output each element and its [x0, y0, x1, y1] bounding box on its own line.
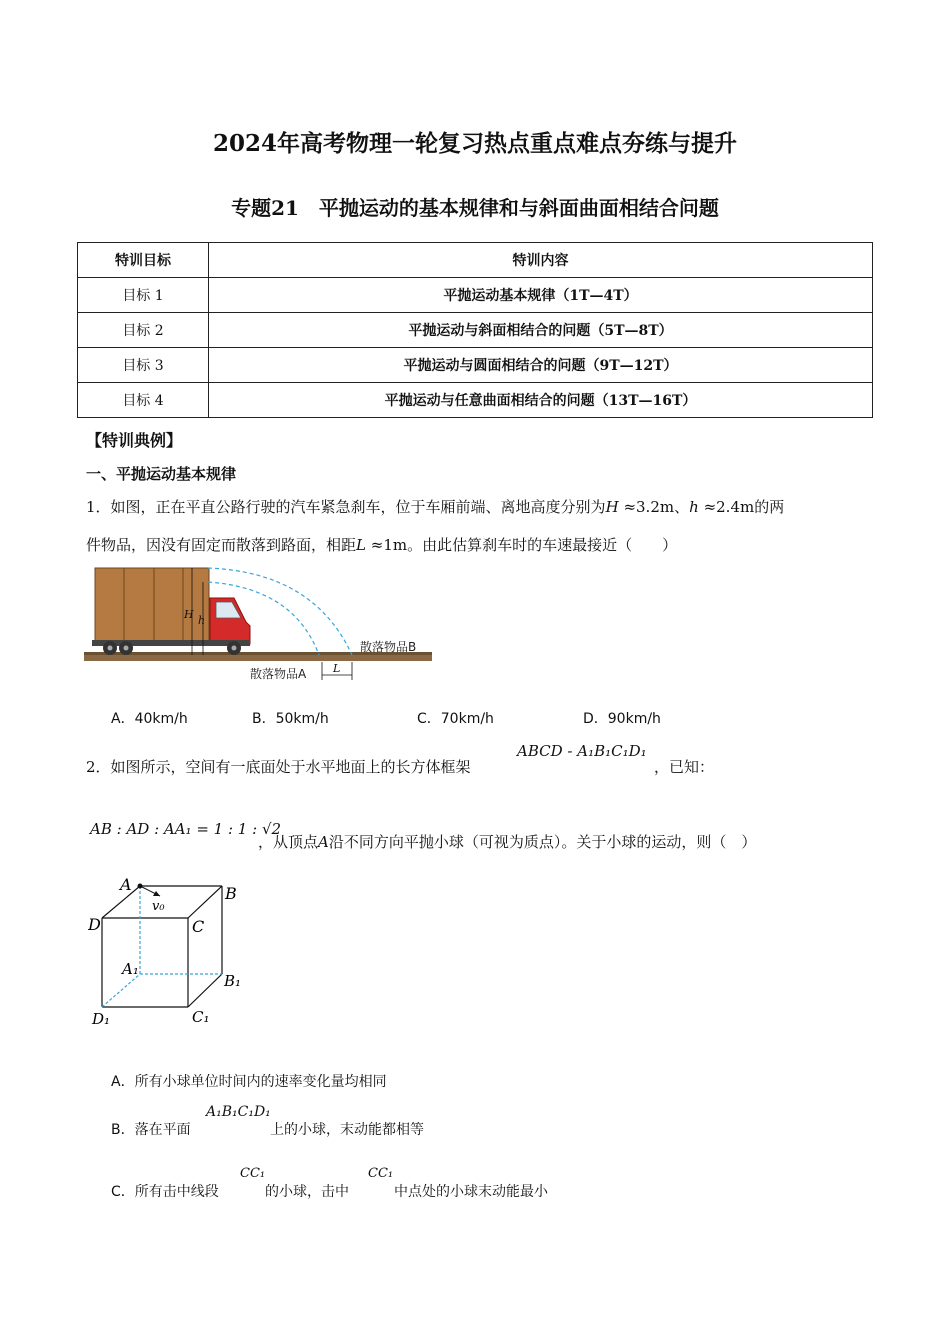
q2-option-c-seg: CC₁: [240, 1166, 266, 1181]
road: [84, 655, 432, 661]
q2-option-b-plane: A₁B₁C₁D₁: [206, 1104, 271, 1120]
q1-val-h: ≈2.4m: [703, 498, 755, 516]
table-cell-content: 平抛运动与圆面相结合的问题（9T—12T）: [209, 348, 873, 383]
label-C1: C₁: [192, 1008, 210, 1026]
label-B1: B₁: [224, 972, 242, 990]
table-header-content: 特训内容: [209, 243, 873, 278]
page-title: 2024年高考物理一轮复习热点重点难点夯练与提升: [212, 130, 737, 157]
cuboid-figure: [88, 874, 248, 1034]
section-title: 一、平抛运动基本规律: [86, 465, 237, 483]
q1-line1: [86, 497, 784, 517]
label-A: A: [120, 875, 132, 894]
q2-frame: ABCD - A₁B₁C₁D₁: [517, 742, 647, 760]
hubcap: [124, 646, 129, 651]
q2-line2: [258, 832, 756, 852]
hubcap: [108, 646, 113, 651]
label-v0: v₀: [152, 899, 165, 914]
q1-var-h: h: [689, 498, 699, 516]
q1-option-a[interactable]: A．40km/h: [111, 711, 188, 727]
q2-text: 沿不同方向平抛小球（可视为质点）。关于小球的运动，则（ ）: [328, 833, 757, 851]
fig-label-h: h: [198, 614, 206, 627]
q2-text: 2．如图所示，空间有一底面处于水平地面上的长方体框架: [86, 758, 471, 776]
table-header-row: [78, 243, 873, 278]
fig-label-L: L: [333, 662, 341, 675]
fig-label-B: 散落物品B: [360, 640, 417, 654]
q1-text: 件物品，因没有固定而散落到路面，相距: [86, 536, 357, 554]
q1-option-c[interactable]: C．70km/h: [417, 711, 494, 727]
table-row: [78, 383, 873, 418]
fig-label-H: H: [184, 608, 194, 621]
q2-option-c[interactable]: [111, 1181, 219, 1201]
label-A1: A₁: [122, 960, 139, 978]
q2-line1: [86, 757, 471, 777]
table-cell-content: 平抛运动基本规律（1T—4T）: [209, 278, 873, 313]
label-D: D: [88, 915, 101, 934]
edge-C1B1: [188, 974, 222, 1007]
q1-text: 。由此估算刹车时的车速最接近（ ）: [407, 536, 678, 554]
q1-text: 1．如图，正在平直公路行驶的汽车紧急刹车，位于车厢前端、离地高度分别为: [86, 498, 606, 516]
q2-text: ，从顶点: [258, 833, 319, 851]
q2-option-b-text: B．落在平面: [111, 1122, 191, 1138]
table-cell-content: 平抛运动与斜面相结合的问题（5T—8T）: [209, 313, 873, 348]
table-row: [78, 278, 873, 313]
label-D1: D₁: [92, 1010, 111, 1028]
table-cell-goal: 目标 3: [78, 348, 209, 383]
label-B: B: [225, 884, 237, 903]
q2-option-b-text2: 上的小球，末动能都相等: [270, 1122, 424, 1138]
goals-table: [77, 242, 873, 418]
q2-text-b: ，已知：: [654, 758, 715, 776]
q1-val-H: ≈3.2m: [623, 498, 675, 516]
edge-CB: [188, 886, 222, 918]
q2-var-A: A: [318, 833, 329, 851]
table-cell-content: 平抛运动与任意曲面相结合的问题（13T—16T）: [209, 383, 873, 418]
fig-label-A: 散落物品A: [250, 667, 307, 681]
q1-sep: 、: [674, 498, 690, 516]
q1-line2: [86, 535, 677, 555]
table-cell-goal: 目标 4: [78, 383, 209, 418]
hubcap: [232, 646, 237, 651]
q2-option-a[interactable]: A．所有小球单位时间内的速率变化量均相同: [111, 1074, 387, 1090]
q1-option-d[interactable]: D．90km/h: [583, 711, 661, 727]
table-cell-goal: 目标 1: [78, 278, 209, 313]
table-header-goal: 特训目标: [78, 243, 209, 278]
q2-option-c-seg2: CC₁: [368, 1166, 394, 1181]
table-cell-goal: 目标 2: [78, 313, 209, 348]
q1-val-L: ≈1m: [370, 536, 408, 554]
q1-var-L: L: [356, 536, 366, 554]
q1-option-b[interactable]: B．50km/h: [252, 711, 329, 727]
truck-figure: [84, 560, 444, 690]
q2-option-c-text: C．所有击中线段: [111, 1184, 219, 1200]
q2-option-b[interactable]: [111, 1119, 191, 1139]
q2-ratio: AB : AD : AA₁ = 1 : 1 : √2: [90, 820, 282, 838]
section-header: 【特训典例】: [86, 431, 183, 450]
table-row: [78, 348, 873, 383]
label-C: C: [192, 917, 205, 936]
edge-D1A1: [102, 974, 140, 1007]
table-row: [78, 313, 873, 348]
q2-option-c-text2: 的小球，击中: [265, 1184, 349, 1200]
q1-text: 的两: [754, 498, 785, 516]
q1-var-H: H: [605, 498, 619, 516]
page-subtitle: 专题21 平抛运动的基本规律和与斜面曲面相结合问题: [231, 196, 719, 220]
q2-option-c-text3: 中点处的小球末动能最小: [394, 1184, 548, 1200]
